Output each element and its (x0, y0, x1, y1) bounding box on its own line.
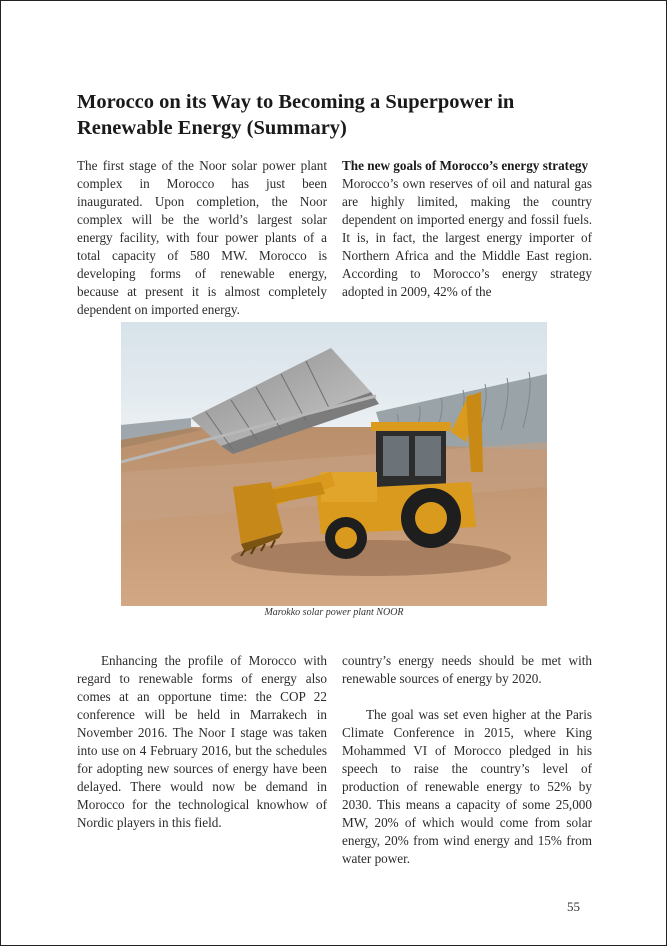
right-column-top (342, 157, 592, 301)
right-column-bottom (342, 652, 592, 868)
left-column-bottom (77, 652, 327, 832)
intro-paragraph: The first stage of the Noor solar power plant complex in Morocco has just been inaugurated. Upon completion, the Noor complex will be the world’s largest solar energy facility, with four power plants of a total capacity of 580 MW. Morocco is developing forms of renewable energy, because at present it is almost completely dependent on imported energy. (77, 158, 327, 317)
solar-plant-photo (121, 322, 547, 606)
opportune-time-paragraph: Enhancing the profile of Morocco with regard to renewable forms of energy also comes at an opportune time: the COP 22 conference will be held in Marrakech in November 2016. The Noor I stage was taken into use on 4 February 2016, but the schedules for adopting new sources of energy have been delayed. There would now be demand in Morocco for the technological knowhow of Nordic players in this field. (77, 653, 327, 830)
continued-paragraph: country’s energy needs should be met with renewable sources of energy by 2020. (342, 653, 592, 686)
article-title: Morocco on its Way to Becoming a Superpower in Renewable Energy (Summary) (77, 91, 515, 139)
photo-caption: Marokko solar power plant NOOR (264, 607, 404, 618)
left-column-top (77, 157, 327, 319)
page-number: 55 (567, 899, 580, 914)
energy-strategy-paragraph: Morocco’s own reserves of oil and natural gas are highly limited, making the country dependent on imported energy and fossil fuels. It is, in fact, the largest energy importer of Northern Africa and the Middle East region. According to Morocco’s energy strategy adopted in 2009, 42% of the (342, 176, 592, 299)
paris-goal-paragraph: The goal was set even higher at the Paris Climate Conference in 2015, where King Mohammed VI of Morocco pledged in his speech to raise the country’s level of production of renewable energy to 52% by 2030. This means a capacity of some 25,000 MW, 20% of which would come from solar energy, 20% from wind energy and 15% from water power. (342, 707, 592, 866)
section-heading: The new goals of Morocco’s energy strategy (342, 158, 589, 173)
